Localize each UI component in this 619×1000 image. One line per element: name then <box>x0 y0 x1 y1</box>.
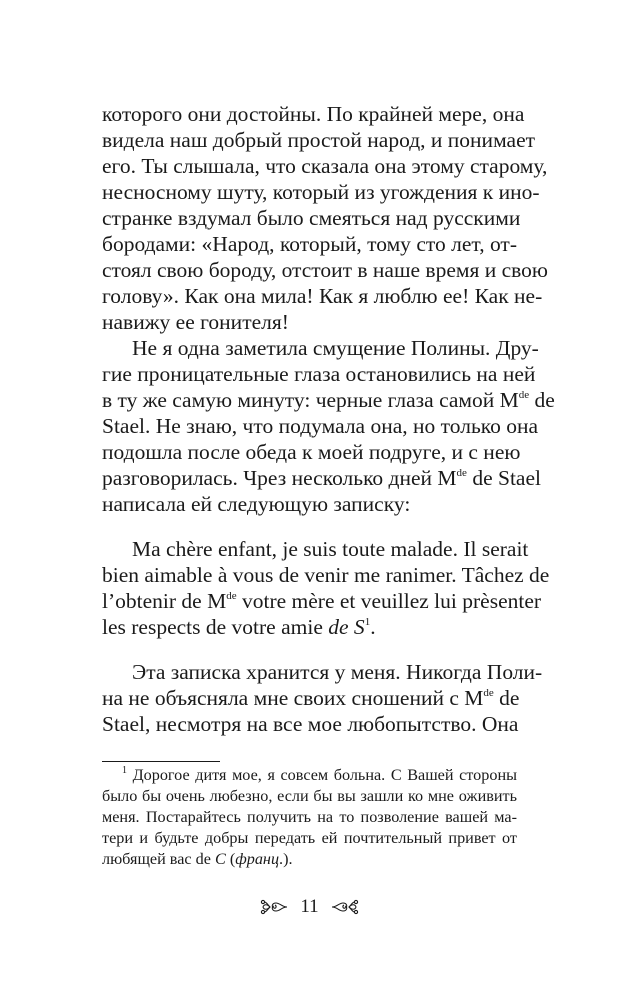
text-line: подошла после обеда к моей подруге, и с нею <box>102 440 521 464</box>
note-line <box>102 615 517 639</box>
superscript: de <box>518 389 530 401</box>
page-number: 11 <box>300 896 319 917</box>
text-line: Эта записка хранится у меня. Никогда Поли- <box>132 660 543 684</box>
text-line: Stael, несмотря на все мое любопытство. Она <box>102 712 519 736</box>
text-span: на не объясняла мне своих сношений с M <box>102 686 484 710</box>
text-line: стоял свою бороду, отстоит в наше время и свою <box>102 258 548 282</box>
page-footer <box>0 894 619 920</box>
footnote-line: тери и будьте добры передать ей почтительный привет от <box>102 829 517 847</box>
text-span: в ту же самую минуту: черные глаза самой M <box>102 388 519 412</box>
text-line: голову». Как она мила! Как я люблю ее! Как не- <box>102 284 543 308</box>
footnote-rule <box>102 761 220 762</box>
note-line: bien aimable à vous de venir me ranimer. Tâchez de <box>102 563 550 587</box>
note-line: Ma chère enfant, je suis toute malade. Il serait <box>132 537 529 561</box>
text-line: Stael. Не знаю, что подумала она, но только она <box>102 414 539 438</box>
footnote-line <box>122 766 517 785</box>
superscript: de <box>483 687 494 699</box>
text-span: de <box>493 686 520 710</box>
fleuron-right-icon <box>331 898 359 916</box>
text-line: гие проницательные глаза остановились на ней <box>102 362 536 386</box>
note-line <box>102 589 542 613</box>
text-span: . <box>370 615 376 639</box>
footnote-ref: 1 <box>364 616 371 628</box>
footnote-line: меня. Постарайтесь получить на то позволение вашей ма- <box>102 808 517 826</box>
text-line: странке вздумал было смеяться над русскими <box>102 206 521 230</box>
text-span: любящей вас de <box>102 850 215 868</box>
text-span: l’obtenir de M <box>102 589 227 613</box>
text-span: .). <box>279 850 293 868</box>
text-line: навижу ее гонителя! <box>102 310 289 334</box>
text-line <box>102 686 520 710</box>
text-span: ( <box>225 850 236 868</box>
text-span: разговорилась. Чрез несколько дней M <box>102 466 457 490</box>
footnote-marker: 1 <box>122 765 127 776</box>
italic-text: C <box>214 850 226 868</box>
text-span: de <box>529 388 555 412</box>
text-line <box>102 388 555 412</box>
superscript: de <box>226 590 237 602</box>
superscript: de <box>456 467 467 479</box>
italic-signature: de S <box>328 615 365 639</box>
footnote-line <box>102 850 517 869</box>
text-line: бородами: «Народ, который, тому сто лет, от- <box>102 232 517 256</box>
text-line: Не я одна заметила смущение Полины. Дру- <box>132 336 539 360</box>
text-span: de Stael <box>466 466 541 490</box>
text-span: les respects de votre amie <box>102 615 329 639</box>
text-span: Дорогое дитя мое, я совсем больна. С Вашей стороны <box>127 766 517 784</box>
text-line: написала ей следующую записку: <box>102 492 411 516</box>
fleuron-left-icon <box>260 898 288 916</box>
text-line <box>102 466 541 490</box>
italic-text: франц <box>235 850 280 868</box>
footnote-line: было бы очень любезно, если бы вы зашли ко мне оживить <box>102 787 517 805</box>
text-line: видела наш добрый простой народ, и понимает <box>102 128 536 152</box>
text-line: которого они достойны. По крайней мере, она <box>102 102 525 126</box>
text-span: votre mère et veuillez lui prèsenter <box>236 589 542 613</box>
text-line: его. Ты слышала, что сказала она этому старому, <box>102 154 548 178</box>
text-line: несносному шуту, который из угождения к ино- <box>102 180 540 204</box>
